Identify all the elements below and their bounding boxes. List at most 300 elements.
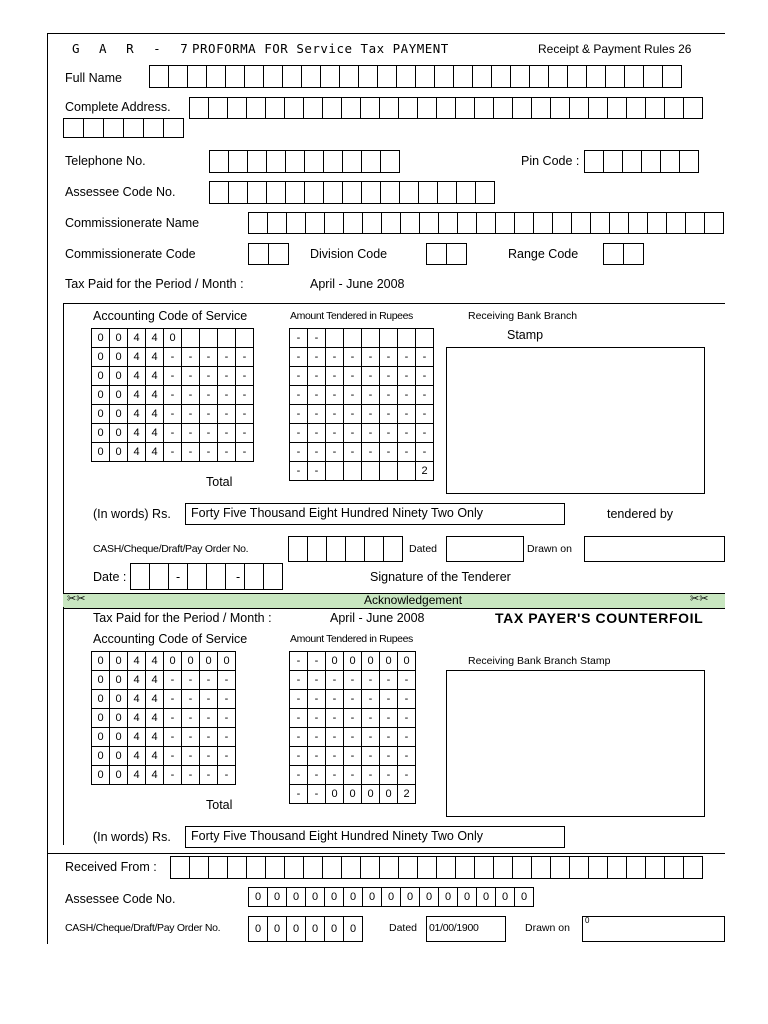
entry-box[interactable] [246,856,266,879]
grid-cell[interactable]: - [325,366,344,386]
entry-box[interactable] [263,65,283,88]
grid-cell[interactable]: - [379,708,398,728]
grid-cell[interactable]: - [217,689,236,709]
entry-box[interactable] [320,65,340,88]
entry-box[interactable] [419,212,439,234]
entry-box[interactable] [398,856,418,879]
entry-box[interactable] [438,212,458,234]
grid-cell[interactable]: - [415,366,434,386]
grid-cell[interactable]: 4 [127,385,146,405]
grid-cell[interactable]: 0 [109,404,128,424]
grid-cell[interactable]: - [397,689,416,709]
grid-cell[interactable]: - [361,689,380,709]
entry-box[interactable] [379,856,399,879]
grid-cell[interactable]: - [415,347,434,367]
grid-cell[interactable]: 0 [91,404,110,424]
entry-box[interactable] [303,97,323,119]
grid-cell[interactable]: - [163,746,182,766]
grid-cell[interactable]: - [325,708,344,728]
entry-box[interactable] [267,212,287,234]
grid-cell[interactable]: 0 [91,385,110,405]
accounting-code-grid[interactable] [91,328,254,462]
grid-cell[interactable]: - [181,442,200,462]
entry-box[interactable] [322,97,342,119]
drawn-on-field[interactable] [584,536,725,562]
grid-cell[interactable]: 4 [145,404,164,424]
grid-cell[interactable]: 0 [109,651,128,671]
entry-box[interactable] [624,65,644,88]
entry-box[interactable] [341,97,361,119]
entry-box[interactable] [301,65,321,88]
entry-box[interactable] [472,65,492,88]
grid-cell[interactable]: - [361,708,380,728]
entry-box[interactable] [383,536,403,562]
entry-box[interactable] [248,212,268,234]
grid-cell[interactable]: 4 [127,423,146,443]
entry-box[interactable] [322,856,342,879]
grid-cell[interactable]: - [415,404,434,424]
entry-box[interactable] [398,97,418,119]
grid-cell[interactable]: - [307,461,326,481]
grid-cell[interactable]: - [361,347,380,367]
grid-cell[interactable]: - [289,328,308,348]
entry-box[interactable] [426,243,447,265]
entry-box[interactable] [683,97,703,119]
grid-cell[interactable]: 4 [145,442,164,462]
entry-box[interactable] [603,243,624,265]
entry-box[interactable] [704,212,724,234]
grid-cell[interactable]: - [361,727,380,747]
grid-cell[interactable]: - [397,423,416,443]
grid-cell[interactable]: - [307,347,326,367]
grid-cell[interactable]: - [163,765,182,785]
entry-box[interactable] [228,181,248,204]
entry-box[interactable] [571,212,591,234]
grid-cell[interactable]: 0 [109,689,128,709]
grid-cell[interactable]: - [343,366,362,386]
entry-box[interactable] [396,65,416,88]
grid-cell[interactable]: - [415,442,434,462]
grid-cell[interactable]: 0 [325,784,344,804]
entry-box[interactable] [342,181,362,204]
entry-box[interactable] [548,65,568,88]
entry-box[interactable] [645,856,665,879]
grid-cell[interactable]: - [307,784,326,804]
entry-box[interactable] [83,118,104,138]
grid-cell[interactable]: - [163,670,182,690]
entry-box[interactable] [163,118,184,138]
entry-box[interactable] [588,856,608,879]
entry-box[interactable] [531,856,551,879]
entry-box[interactable] [417,97,437,119]
grid-cell[interactable]: - [163,404,182,424]
grid-cell[interactable]: - [343,727,362,747]
grid-cell[interactable]: 0 [91,670,110,690]
pin-code-field[interactable] [584,150,699,173]
entry-box[interactable] [248,243,269,265]
grid-cell[interactable]: 0 [163,328,182,348]
grid-cell[interactable]: 0 [91,347,110,367]
entry-box[interactable] [266,181,286,204]
grid-cell[interactable]: - [343,765,362,785]
grid-cell[interactable]: - [181,765,200,785]
entry-box[interactable] [341,856,361,879]
grid-cell[interactable]: - [163,689,182,709]
entry-box[interactable] [437,181,457,204]
entry-box[interactable] [228,150,248,173]
grid-cell[interactable]: 0 [91,366,110,386]
entry-box[interactable]: 0 [305,916,325,942]
entry-box[interactable] [418,181,438,204]
grid-cell[interactable]: - [217,727,236,747]
entry-box[interactable] [339,65,359,88]
grid-cell[interactable] [217,328,236,348]
grid-cell[interactable]: - [307,746,326,766]
grid-cell[interactable]: 0 [91,423,110,443]
grid-cell[interactable]: - [343,708,362,728]
grid-cell[interactable]: - [343,423,362,443]
grid-cell[interactable]: - [199,423,218,443]
grid-cell[interactable]: 4 [145,746,164,766]
grid-cell[interactable]: 4 [145,765,164,785]
grid-cell[interactable]: 0 [109,727,128,747]
grid-cell[interactable]: - [325,765,344,785]
entry-box[interactable]: 0 [248,887,268,907]
entry-box[interactable] [603,150,623,173]
entry-box[interactable] [187,65,207,88]
grid-cell[interactable]: - [397,442,416,462]
entry-box[interactable] [326,536,346,562]
grid-cell[interactable]: - [181,385,200,405]
grid-cell[interactable]: - [307,404,326,424]
grid-cell[interactable]: - [181,727,200,747]
entry-box[interactable] [324,212,344,234]
grid-cell[interactable]: - [199,765,218,785]
grid-cell[interactable]: - [199,385,218,405]
assessee-code-field[interactable] [209,181,495,204]
grid-cell[interactable]: - [325,442,344,462]
grid-cell[interactable] [181,328,200,348]
entry-box[interactable] [208,856,228,879]
grid-cell[interactable]: - [325,727,344,747]
entry-box[interactable] [584,150,604,173]
grid-cell[interactable]: - [235,347,254,367]
grid-cell[interactable]: - [289,708,308,728]
grid-cell[interactable]: 0 [109,423,128,443]
grid-cell[interactable]: - [415,423,434,443]
entry-box[interactable] [282,65,302,88]
division-code-field[interactable] [426,243,467,265]
grid-cell[interactable]: - [217,423,236,443]
grid-cell[interactable]: 0 [109,746,128,766]
grid-cell[interactable]: 0 [109,385,128,405]
entry-box[interactable] [130,563,150,590]
grid-cell[interactable]: 2 [415,461,434,481]
grid-cell[interactable]: - [199,670,218,690]
grid-cell[interactable]: - [289,746,308,766]
grid-cell[interactable]: - [307,328,326,348]
entry-box[interactable] [474,856,494,879]
grid-cell[interactable]: - [415,385,434,405]
ack-instrument-number-field[interactable] [248,916,363,942]
grid-cell[interactable]: - [289,765,308,785]
grid-cell[interactable]: - [235,404,254,424]
grid-cell[interactable]: - [379,670,398,690]
grid-cell[interactable] [397,461,416,481]
entry-box[interactable] [379,97,399,119]
entry-box[interactable] [304,181,324,204]
grid-cell[interactable]: - [289,670,308,690]
grid-cell[interactable]: - [361,670,380,690]
entry-box[interactable] [605,65,625,88]
entry-box[interactable]: 0 [286,916,306,942]
grid-cell[interactable] [361,461,380,481]
entry-box[interactable] [323,150,343,173]
grid-cell[interactable]: - [325,423,344,443]
grid-cell[interactable]: - [379,746,398,766]
instrument-number-field[interactable] [288,536,403,562]
ack-amount-grid[interactable] [289,651,416,804]
entry-box[interactable] [493,856,513,879]
entry-box[interactable] [380,181,400,204]
grid-cell[interactable]: - [307,423,326,443]
grid-cell[interactable]: - [289,366,308,386]
entry-box[interactable] [227,97,247,119]
entry-box[interactable] [495,212,515,234]
range-code-field[interactable] [603,243,644,265]
grid-cell[interactable] [415,328,434,348]
grid-cell[interactable]: - [397,347,416,367]
grid-cell[interactable]: - [163,366,182,386]
entry-box[interactable] [265,856,285,879]
entry-box[interactable] [455,856,475,879]
entry-box[interactable] [189,97,209,119]
address-field-line2[interactable] [63,118,184,138]
entry-box[interactable] [286,212,306,234]
entry-box[interactable] [474,97,494,119]
grid-cell[interactable]: 0 [379,784,398,804]
grid-cell[interactable]: - [199,727,218,747]
amount-grid[interactable] [289,328,434,481]
grid-cell[interactable]: 4 [145,689,164,709]
grid-cell[interactable]: 4 [145,670,164,690]
dated-field[interactable] [446,536,524,562]
entry-box[interactable] [360,97,380,119]
grid-cell[interactable]: - [289,423,308,443]
grid-cell[interactable]: - [217,765,236,785]
entry-box[interactable] [227,856,247,879]
grid-cell[interactable]: - [361,385,380,405]
entry-box[interactable] [304,150,324,173]
grid-cell[interactable]: - [307,708,326,728]
entry-box[interactable]: 0 [324,887,344,907]
grid-cell[interactable] [397,328,416,348]
grid-cell[interactable]: 4 [145,385,164,405]
grid-cell[interactable]: 0 [109,366,128,386]
entry-box[interactable] [641,150,661,173]
grid-cell[interactable]: - [163,347,182,367]
grid-cell[interactable]: - [217,404,236,424]
entry-box[interactable] [493,97,513,119]
entry-box[interactable] [512,856,532,879]
entry-box[interactable] [247,150,267,173]
grid-cell[interactable]: - [397,404,416,424]
grid-cell[interactable]: - [289,727,308,747]
grid-cell[interactable]: - [181,746,200,766]
ack-drawn-on-field[interactable] [582,916,725,942]
grid-cell[interactable]: - [181,423,200,443]
entry-box[interactable] [381,212,401,234]
grid-cell[interactable]: - [235,385,254,405]
grid-cell[interactable]: - [343,442,362,462]
grid-cell[interactable]: - [199,347,218,367]
grid-cell[interactable]: 0 [109,708,128,728]
grid-cell[interactable]: 4 [127,670,146,690]
grid-cell[interactable]: - [199,689,218,709]
grid-cell[interactable]: 0 [109,328,128,348]
grid-cell[interactable]: - [163,727,182,747]
grid-cell[interactable]: 0 [91,727,110,747]
grid-cell[interactable]: 4 [127,347,146,367]
entry-box[interactable] [609,212,629,234]
grid-cell[interactable]: 4 [127,765,146,785]
entry-box[interactable] [380,150,400,173]
grid-cell[interactable]: - [379,366,398,386]
entry-box[interactable]: 0 [267,916,287,942]
entry-box[interactable] [208,97,228,119]
entry-box[interactable] [244,563,264,590]
grid-cell[interactable]: - [289,784,308,804]
grid-cell[interactable]: - [217,746,236,766]
commissionerate-code-field[interactable] [248,243,289,265]
grid-cell[interactable]: - [181,670,200,690]
entry-box[interactable]: 0 [362,887,382,907]
entry-box[interactable] [265,97,285,119]
entry-box[interactable] [626,856,646,879]
grid-cell[interactable]: - [325,404,344,424]
grid-cell[interactable]: - [217,670,236,690]
grid-cell[interactable]: 4 [145,423,164,443]
grid-cell[interactable]: 0 [397,651,416,671]
grid-cell[interactable]: - [217,385,236,405]
entry-box[interactable] [343,212,363,234]
grid-cell[interactable]: - [217,347,236,367]
grid-cell[interactable] [379,328,398,348]
grid-cell[interactable]: - [307,727,326,747]
grid-cell[interactable]: - [325,670,344,690]
grid-cell[interactable]: - [361,404,380,424]
grid-cell[interactable]: - [289,385,308,405]
grid-cell[interactable]: 4 [127,727,146,747]
grid-cell[interactable] [199,328,218,348]
entry-box[interactable] [123,118,144,138]
entry-box[interactable] [569,856,589,879]
grid-cell[interactable]: 0 [109,347,128,367]
full-name-field[interactable] [149,65,682,88]
grid-cell[interactable]: 0 [217,651,236,671]
grid-cell[interactable]: - [307,765,326,785]
entry-box[interactable] [168,65,188,88]
ack-accounting-code-grid[interactable] [91,651,236,785]
telephone-field[interactable] [209,150,400,173]
entry-box[interactable] [244,65,264,88]
entry-box[interactable] [284,856,304,879]
grid-cell[interactable]: - [217,442,236,462]
entry-box[interactable] [143,118,164,138]
entry-box[interactable] [475,181,495,204]
grid-cell[interactable]: 4 [127,442,146,462]
entry-box[interactable] [103,118,124,138]
grid-cell[interactable]: - [199,366,218,386]
entry-box[interactable] [643,65,663,88]
grid-cell[interactable]: - [163,442,182,462]
grid-cell[interactable]: - [181,689,200,709]
entry-box[interactable] [189,856,209,879]
grid-cell[interactable]: - [289,442,308,462]
entry-box[interactable]: 0 [343,916,363,942]
grid-cell[interactable]: - [325,385,344,405]
grid-cell[interactable]: - [289,689,308,709]
grid-cell[interactable]: - [181,708,200,728]
grid-cell[interactable]: 0 [109,442,128,462]
grid-cell[interactable]: - [379,689,398,709]
entry-box[interactable] [247,181,267,204]
entry-box[interactable] [377,65,397,88]
entry-box[interactable]: 0 [514,887,534,907]
entry-box[interactable] [436,856,456,879]
grid-cell[interactable]: 0 [181,651,200,671]
grid-cell[interactable]: 0 [91,689,110,709]
grid-cell[interactable]: - [343,746,362,766]
grid-cell[interactable]: 0 [91,708,110,728]
grid-cell[interactable]: - [343,385,362,405]
grid-cell[interactable]: - [397,366,416,386]
grid-cell[interactable]: - [325,347,344,367]
entry-box[interactable] [362,212,382,234]
grid-cell[interactable]: - [379,423,398,443]
date-field[interactable] [130,563,283,590]
entry-box[interactable] [285,150,305,173]
grid-cell[interactable]: - [361,765,380,785]
entry-box[interactable] [491,65,511,88]
entry-box[interactable] [529,65,549,88]
entry-box[interactable] [400,212,420,234]
entry-box[interactable] [288,536,308,562]
grid-cell[interactable] [325,328,344,348]
grid-cell[interactable]: - [307,442,326,462]
grid-cell[interactable]: 4 [145,347,164,367]
grid-cell[interactable]: - [343,347,362,367]
grid-cell[interactable]: - [397,385,416,405]
grid-cell[interactable]: - [307,670,326,690]
entry-box[interactable] [149,65,169,88]
entry-box[interactable] [628,212,648,234]
grid-cell[interactable]: - [325,746,344,766]
grid-cell[interactable]: - [235,366,254,386]
entry-box[interactable] [170,856,190,879]
entry-box[interactable]: 0 [267,887,287,907]
entry-box[interactable] [683,856,703,879]
entry-box[interactable]: 0 [286,887,306,907]
grid-cell[interactable]: - [397,708,416,728]
grid-cell[interactable]: - [289,347,308,367]
grid-cell[interactable]: 4 [145,651,164,671]
entry-box[interactable] [206,65,226,88]
received-from-field[interactable] [170,856,703,879]
entry-box[interactable] [63,118,84,138]
entry-box[interactable]: 0 [476,887,496,907]
entry-box[interactable] [660,150,680,173]
